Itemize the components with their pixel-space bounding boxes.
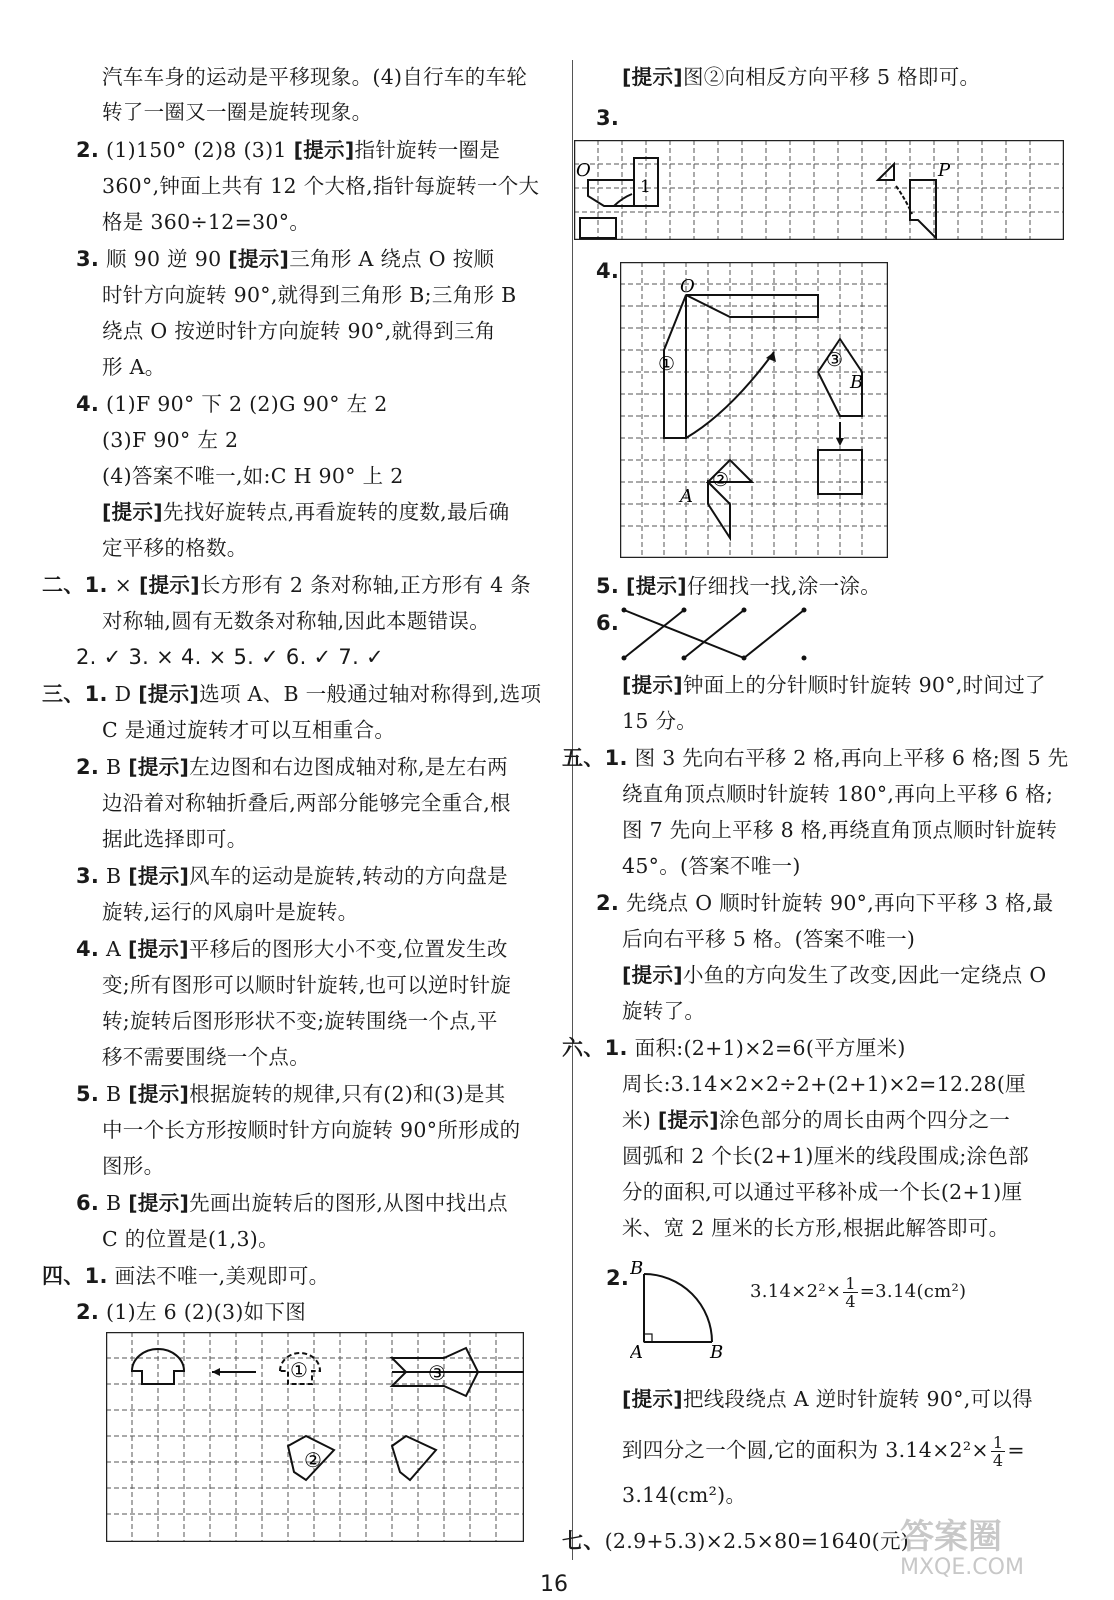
hint-label: [提示] (622, 65, 683, 89)
question-number: 1. (84, 682, 108, 706)
hint-label: [提示] (622, 1387, 683, 1411)
question-4 (76, 389, 388, 419)
s3-question-5 (76, 1079, 505, 1109)
label-o: O (576, 160, 591, 181)
label-circle-1: ① (658, 353, 676, 375)
fraction-denominator: 4 (992, 1451, 1004, 1470)
text-line: 米、宽 2 厘米的长方形,根据此解答即可。 (622, 1216, 1010, 1240)
column-divider (572, 60, 573, 1560)
answer-text: 画法不唯一,美观即可。 (114, 1264, 330, 1288)
hint-label: [提示] (138, 573, 200, 597)
hint-text: 长方形有 2 条对称轴,正方形有 4 条 (199, 573, 532, 597)
text-line: 时针方向旋转 90°,就得到三角形 B;三角形 B (102, 283, 517, 307)
s5-question-2 (596, 888, 1053, 918)
text-line: (4)答案不唯一,如:C H 90° 上 2 (102, 464, 404, 488)
answer-text: 先绕点 O 顺时针旋转 90°,再向下平移 3 格,最 (626, 891, 1054, 915)
question-2 (76, 135, 500, 165)
label-b-top: B (630, 1258, 644, 1279)
text-line (622, 62, 980, 92)
answers-row: 2. ✓ 3. × 4. × 5. ✓ 6. ✓ 7. ✓ (76, 645, 384, 669)
question-5 (596, 571, 881, 601)
question-number: 2. (76, 138, 100, 162)
text-line (622, 1105, 1010, 1135)
text-line: 15 分。 (622, 709, 698, 733)
hint-label: [提示] (128, 755, 190, 779)
section-3 (42, 679, 541, 709)
text-line: C 是通过旋转才可以互相重合。 (102, 718, 396, 742)
hint-text: 平移后的图形大小不变,位置发生改 (188, 937, 508, 961)
formula-text: 3.14×2²× (750, 1281, 842, 1302)
hint-text: 先画出旋转后的图形,从图中找出点 (189, 1191, 508, 1215)
text-line: 绕点 O 按逆时针方向旋转 90°,就得到三角 (102, 319, 496, 343)
grid-figure-3 (574, 140, 1064, 240)
text-line: 对称轴,圆有无数条对称轴,因此本题错误。 (102, 609, 491, 633)
question-number: 3. (76, 864, 100, 888)
hint-label: [提示] (293, 138, 355, 162)
section-label: 三、 (42, 682, 85, 706)
text-line: 图形。 (102, 1154, 165, 1178)
text-line: 定平移的格数。 (102, 536, 248, 560)
matching-lines-figure (620, 606, 820, 662)
s4-question-2 (76, 1297, 306, 1327)
text-line: 圆弧和 2 个长(2+1)厘米的线段围成;涂色部 (622, 1144, 1029, 1168)
label-b-right: B (710, 1342, 724, 1362)
question-number: 3. (596, 106, 620, 130)
answer-text: 面积:(2+1)×2=6(平方厘米) (634, 1036, 906, 1060)
section-label: 六、 (562, 1036, 605, 1060)
text-line: 汽车车身的运动是平移现象。(4)自行车的车轮 (102, 65, 528, 89)
answer-text: 顺 90 逆 90 (106, 247, 229, 271)
label-a: A (680, 486, 693, 507)
text-line: 转;旋转后图形形状不变;旋转围绕一个点,平 (102, 1009, 498, 1033)
question-number: 1. (84, 573, 108, 597)
text-line: 45°。(答案不唯一) (622, 854, 801, 878)
label-1: 1 (640, 177, 651, 197)
question-number: 1. (604, 1036, 628, 1060)
label-circle-3: ③ (826, 349, 844, 371)
text-line: 中一个长方形按顺时针方向旋转 90°所形成的 (102, 1118, 521, 1142)
hint-label: [提示] (228, 247, 290, 271)
text-line: 变;所有图形可以顺时针旋转,也可以逆时针旋 (102, 973, 512, 997)
text-line: 旋转,运行的风扇叶是旋转。 (102, 900, 359, 924)
text-line (622, 1428, 1025, 1472)
question-number: 4. (596, 259, 620, 283)
hint-text: 小鱼的方向发生了改变,因此一定绕点 O (682, 963, 1047, 987)
section-7 (562, 1526, 909, 1556)
question-3 (596, 103, 619, 133)
answer-text: D (114, 682, 139, 706)
hint-text: 先找好旋转点,再看旋转的度数,最后确 (162, 500, 510, 524)
text-line: 旋转了。 (622, 999, 706, 1023)
question-number: 4. (76, 392, 100, 416)
hint-label: [提示] (657, 1108, 719, 1132)
question-number: 5. (596, 574, 620, 598)
hint-label: [提示] (128, 864, 190, 888)
section-label: 四、 (42, 1264, 85, 1288)
hint-label: [提示] (626, 574, 687, 598)
answer-text: 图 3 先向右平移 2 格,再向上平移 6 格;图 5 先 (634, 746, 1069, 770)
hint-text: 把线段绕点 A 逆时针旋转 90°,可以得 (682, 1387, 1033, 1411)
hint-label: [提示] (622, 963, 683, 987)
text-line: 据此选择即可。 (102, 827, 248, 851)
answer-text: (1)F 90° 下 2 (2)G 90° 左 2 (106, 392, 388, 416)
hint-text: 涂色部分的周长由两个四分之一 (718, 1108, 1011, 1132)
text-line: 3.14(cm²)。 (622, 1483, 747, 1507)
hint-text: 左边图和右边图成轴对称,是左右两 (189, 755, 508, 779)
text-line: 分的面积,可以通过平移补成一个长(2+1)厘 (622, 1180, 1023, 1204)
hint-label: [提示] (138, 682, 200, 706)
text-line: 周长:3.14×2×2÷2+(2+1)×2=12.28(厘 (622, 1072, 1026, 1096)
text-line: (3)F 90° 左 2 (102, 428, 239, 452)
text-line: C 的位置是(1,3)。 (102, 1227, 279, 1251)
quarter-circle-figure (630, 1258, 740, 1362)
section-5 (562, 743, 1069, 773)
section-label: 二、 (42, 573, 85, 597)
label-circle-2: ② (304, 1448, 322, 1472)
hint-label: [提示] (102, 500, 163, 524)
hint-label: [提示] (127, 937, 189, 961)
answer-text: × (114, 573, 139, 597)
s3-question-6 (76, 1188, 508, 1218)
label-b: B (850, 372, 864, 393)
fraction-numerator: 1 (992, 1433, 1004, 1452)
answer-text: (1)150° (2)8 (3)1 (106, 138, 294, 162)
hint-text: 仔细找一找,涂一涂。 (686, 574, 882, 598)
hint-text: = (1007, 1438, 1025, 1462)
label-o: O (680, 276, 695, 297)
fraction (843, 1275, 857, 1310)
hint-label: [提示] (128, 1191, 190, 1215)
hint-text: 根据旋转的规律,只有(2)和(3)是其 (189, 1082, 506, 1106)
hint-text: 钟面上的分针顺时针旋转 90°,时间过了 (682, 673, 1046, 697)
text-line: 格是 360÷12=30°。 (102, 210, 311, 234)
answer-text: 米) (622, 1108, 658, 1132)
text-line: 移不需要围绕一个点。 (102, 1045, 310, 1069)
hint-label: [提示] (622, 673, 683, 697)
label-circle-3: ③ (428, 1361, 446, 1385)
question-number: 2. (596, 891, 620, 915)
answer-text: B (106, 1082, 129, 1106)
question-4 (596, 256, 619, 286)
section-label: 七、 (562, 1529, 605, 1553)
hint-text: 图②向相反方向平移 5 格即可。 (682, 65, 981, 89)
label-a: A (630, 1342, 643, 1362)
text-line: 绕直角顶点顺时针旋转 180°,再向上平移 6 格; (622, 782, 1054, 806)
text-line: 转了一圈又一圈是旋转现象。 (102, 100, 373, 124)
text-line (622, 1384, 1033, 1414)
question-number: 6. (76, 1191, 100, 1215)
question-number: 2. (76, 755, 100, 779)
section-6 (562, 1033, 906, 1063)
s3-question-4 (76, 934, 508, 964)
question-number: 6. (596, 611, 620, 635)
hint-text: 选项 A、B 一般通过轴对称得到,选项 (199, 682, 542, 706)
question-3 (76, 244, 494, 274)
formula-text: =3.14(cm²) (859, 1281, 967, 1302)
question-number: 1. (84, 1264, 108, 1288)
answer-text: B (106, 1191, 129, 1215)
answer-text: B (106, 864, 129, 888)
hint-label: [提示] (128, 1082, 190, 1106)
hint-text: 指针旋转一圈是 (354, 138, 501, 162)
watermark-url: MXQE.COM (900, 1555, 1024, 1580)
fraction (991, 1434, 1005, 1469)
text-line (622, 960, 1047, 990)
question-number: 5. (76, 1082, 100, 1106)
s3-question-3 (76, 861, 508, 891)
watermark-logo: 答案圈 (900, 1517, 1002, 1557)
answer-text: (2.9+5.3)×2.5×80=1640(元) (604, 1529, 910, 1553)
question-number: 1. (604, 746, 628, 770)
section-2 (42, 570, 531, 600)
question-number: 4. (76, 937, 100, 961)
question-number: 3. (76, 247, 100, 271)
s6-question-2 (606, 1263, 629, 1293)
text-line (622, 670, 1046, 700)
question-6 (596, 608, 619, 638)
answer-text: (1)左 6 (2)(3)如下图 (106, 1300, 307, 1324)
hint-text: 到四分之一个圆,它的面积为 3.14×2²× (622, 1438, 989, 1462)
watermark (900, 1518, 1024, 1580)
s3-question-2 (76, 752, 508, 782)
section-label: 五、 (562, 746, 605, 770)
text-line: 图 7 先向上平移 8 格,再绕直角顶点顺时针旋转 (622, 818, 1058, 842)
fraction-numerator: 1 (845, 1273, 856, 1293)
label-circle-2: ② (712, 469, 730, 491)
text-line: 后向右平移 5 格。(答案不唯一) (622, 927, 916, 951)
text-line (102, 497, 509, 527)
section-4 (42, 1261, 329, 1291)
text-line: 形 A。 (102, 355, 166, 379)
answer-text: B (106, 755, 129, 779)
question-number: 2. (606, 1266, 630, 1290)
area-formula (750, 1272, 966, 1312)
grid-figure-translation (106, 1332, 524, 1542)
answer-text: A (106, 937, 128, 961)
text-line: 360°,钟面上共有 12 个大格,指针每旋转一个大 (102, 174, 540, 198)
fraction-denominator: 4 (845, 1291, 856, 1311)
grid-figure-4 (620, 262, 888, 558)
hint-text: 风车的运动是旋转,转动的方向盘是 (189, 864, 508, 888)
text-line: 边沿着对称轴折叠后,两部分能够完全重合,根 (102, 791, 511, 815)
label-p: P (938, 160, 951, 181)
label-circle-1: ① (290, 1358, 308, 1382)
hint-text: 三角形 A 绕点 O 按顺 (289, 247, 495, 271)
question-number: 2. (76, 1300, 100, 1324)
page-number: 16 (540, 1572, 568, 1597)
